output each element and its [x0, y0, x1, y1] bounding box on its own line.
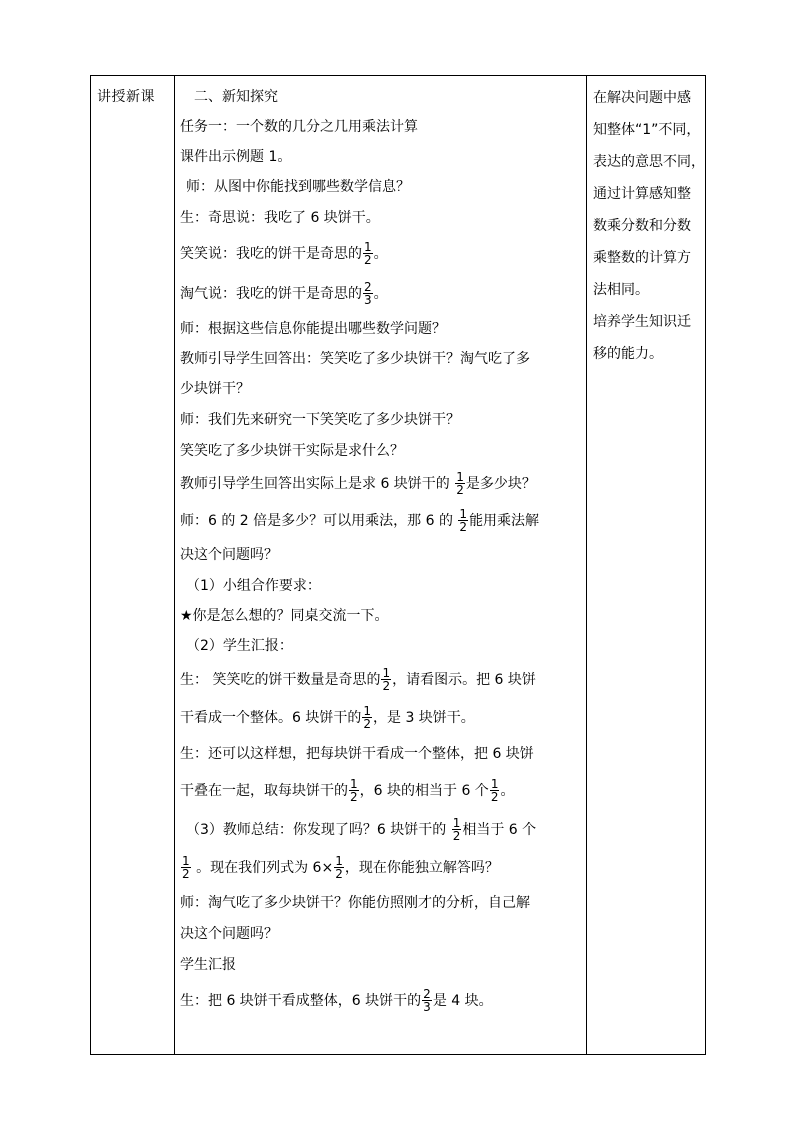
text-line: ★你是怎么想的？同桌交流一下。 [180, 608, 389, 624]
note-line: 移的能力。 [593, 346, 663, 362]
fraction-one-half: $\frac{1}{2}$ [456, 469, 464, 497]
note-line: 在解决问题中感 [593, 90, 691, 106]
section-label: 讲授新课 [97, 89, 155, 105]
lesson-content [180, 82, 580, 1021]
fraction-one-half: $\frac{1}{2}$ [335, 853, 343, 881]
fraction-one-half: $\frac{1}{2}$ [350, 776, 358, 804]
text-line-with-fraction: 干叠在一起，取每块饼干的 $\frac{1}{2}$ ，6 块的相当于 6 个 $\frac{1}{2}$ 。 [180, 776, 515, 804]
text-line: 师：我们先来研究一下笑笑吃了多少块饼干？ [180, 412, 460, 428]
text-line: 生：还可以这样想，把每块饼干看成一个整体，把 6 块饼 [180, 746, 534, 762]
text-line-with-fraction: （3）教师总结：你发现了吗？6 块饼干的 $\frac{1}{2}$ 相当于 6 个 [186, 815, 537, 843]
fraction-one-half: $\frac{1}{2}$ [382, 665, 391, 693]
section-heading: 二、新知探究 [194, 89, 278, 105]
note-line: 表达的意思不同， [593, 154, 705, 170]
fraction-one-half: $\frac{1}{2}$ [490, 776, 499, 804]
fraction-one-half: $\frac{1}{2}$ [363, 703, 371, 731]
note-line: 通过计算感知整 [593, 186, 691, 202]
note-line: 法相同。 [593, 282, 649, 298]
text-line-with-fraction: 师：6 的 2 倍是多少？可以用乘法，那 6 的 $\frac{1}{2}$ 能用乘法解 [180, 506, 540, 534]
text-line-with-fraction: 生： 笑笑吃的饼干数量是奇思的 $\frac{1}{2}$ ，请看图示。把 6 块饼 [180, 665, 536, 693]
text-line: 师：根据这些信息你能提出哪些数学问题？ [180, 321, 446, 337]
note-line: 乘整数的计算方 [593, 250, 691, 266]
column-divider-left [174, 76, 175, 1054]
fraction-one-half: $\frac{1}{2}$ [459, 506, 468, 534]
text-line: 课件出示例题 1。 [180, 149, 292, 165]
text-line: （1）小组合作要求： [186, 578, 321, 594]
text-line: 决这个问题吗？ [180, 547, 278, 563]
text-line: 少块饼干？ [180, 381, 250, 397]
note-line: 数乘分数和分数 [593, 218, 691, 234]
fraction-one-half: $\frac{1}{2}$ [452, 815, 461, 843]
text-line: （2）学生汇报： [186, 638, 293, 654]
text-line: 生：奇思说：我吃了 6 块饼干。 [180, 210, 380, 226]
text-line-with-fraction: 生：把 6 块饼干看成整体，6 块饼干的 $\frac{2}{3}$ 是 4 块。 [180, 986, 493, 1014]
text-line-with-fraction: 笑笑说：我吃的饼干是奇思的 $\frac{1}{2}$ 。 [180, 239, 388, 267]
fraction-two-thirds: $\frac{2}{3}$ [423, 986, 431, 1014]
text-line-with-fraction: $\frac{1}{2}$ 。现在我们列式为 6× $\frac{1}{2}$ ，现在你能独立解答吗？ [182, 853, 499, 881]
fraction-two-thirds: $\frac{2}{3}$ [364, 279, 372, 307]
note-line: 培养学生知识迁 [593, 314, 691, 330]
note-line: 知整体“1”不同， [593, 122, 701, 138]
teaching-notes [593, 82, 705, 370]
text-line: 师：从图中你能找到哪些数学信息？ [186, 179, 410, 195]
text-line: 笑笑吃了多少块饼干实际是求什么？ [180, 443, 404, 459]
fraction-one-half: $\frac{1}{2}$ [182, 853, 190, 881]
text-line-with-fraction: 淘气说：我吃的饼干是奇思的 $\frac{2}{3}$ 。 [180, 279, 388, 307]
text-line: 决这个问题吗？ [180, 926, 278, 942]
text-line: 教师引导学生回答出：笑笑吃了多少块饼干？淘气吃了多 [180, 351, 530, 367]
text-line: 学生汇报 [180, 957, 236, 973]
lesson-plan-table [90, 75, 706, 1055]
task-title: 任务一：一个数的几分之几用乘法计算 [180, 119, 418, 135]
fraction-one-half: $\frac{1}{2}$ [364, 239, 372, 267]
text-line: 师：淘气吃了多少块饼干？你能仿照刚才的分析，自己解 [180, 895, 530, 911]
text-line-with-fraction: 教师引导学生回答出实际上是求 6 块饼干的 $\frac{1}{2}$ 是多少块？ [180, 469, 536, 497]
text-line-with-fraction: 干看成一个整体。6 块饼干的 $\frac{1}{2}$ ，是 3 块饼干。 [180, 703, 475, 731]
column-divider-right [586, 76, 587, 1054]
